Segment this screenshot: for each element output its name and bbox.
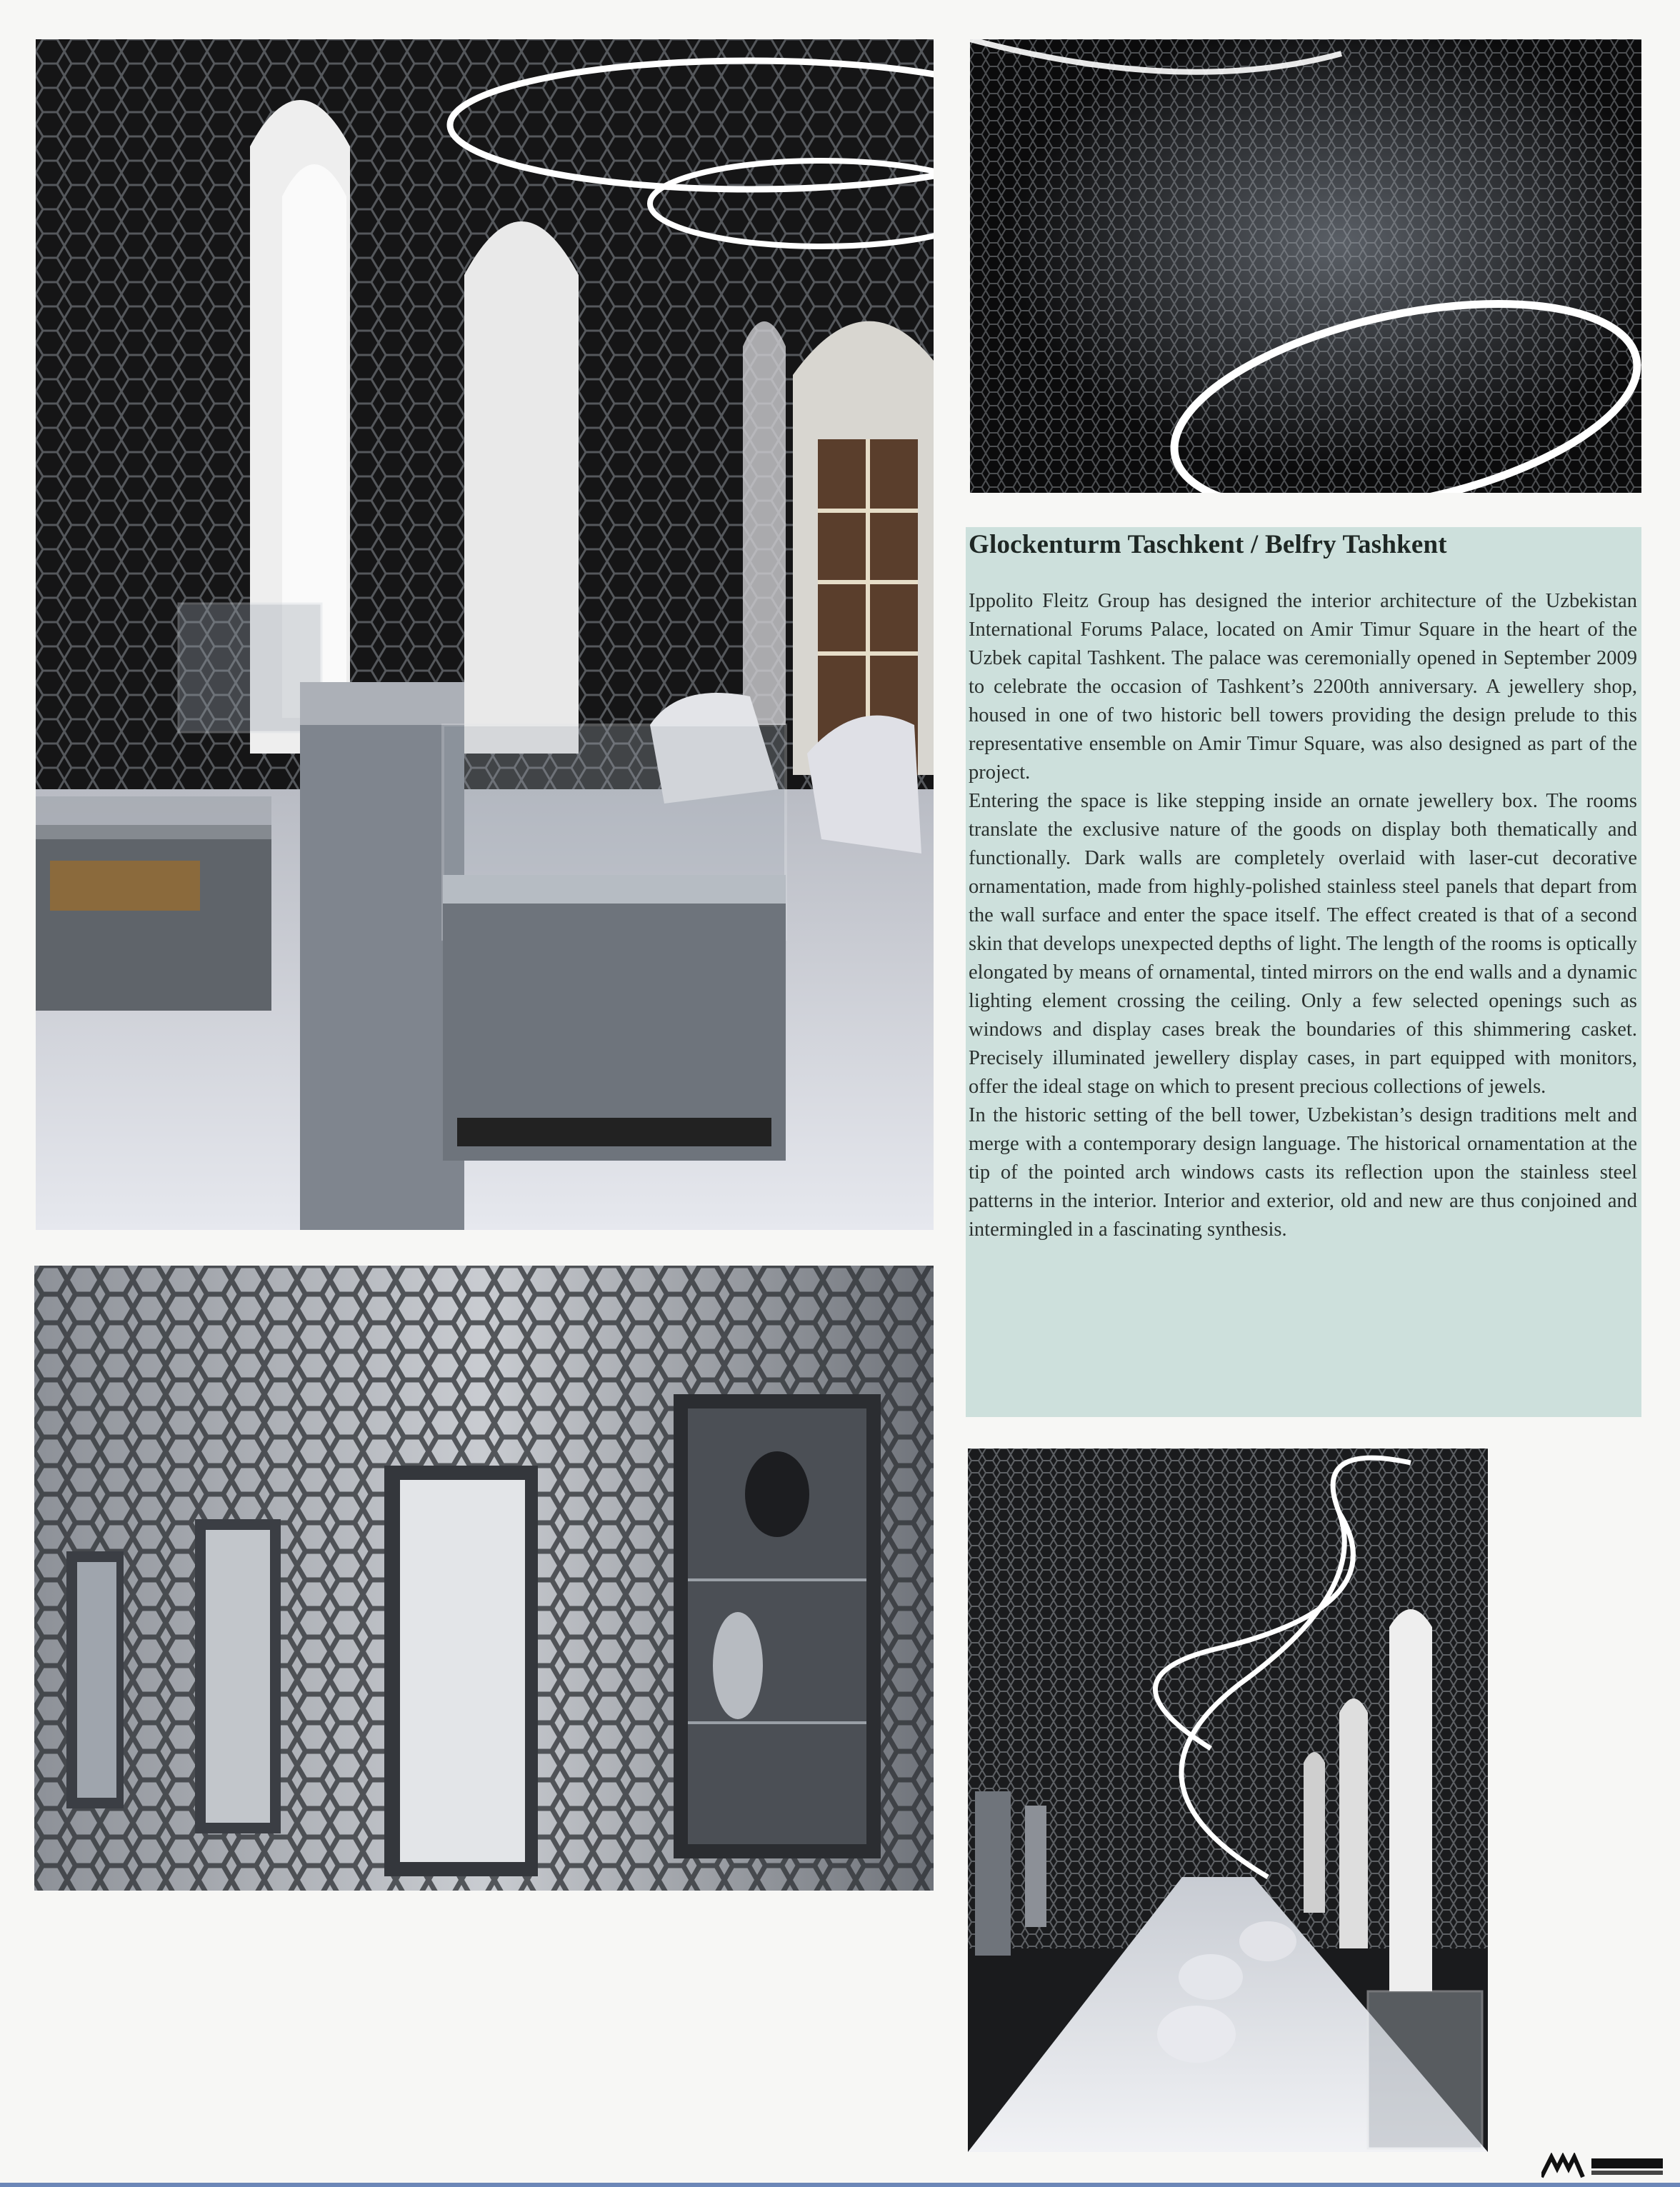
- bottom-rule: [0, 2183, 1680, 2187]
- article-paragraph: In the historic setting of the bell tower, Uzbekistan’s design traditions melt and merge with a contemporary design language. The historical ornamentation at the tip of the pointed arch windows casts its reflection upon the stainless steel patterns in the interior. Interior and exterior, old and new are thus conjoined and intermingled in a fascinating synthesis.: [969, 1104, 1637, 1241]
- article-body: [969, 587, 1637, 1244]
- article-paragraph: Ippolito Fleitz Group has designed the interior architecture of the Uzbekistan International Forums Palace, located on Amir Timur Square in the heart of the Uzbek capital Tashkent. The palace was ceremonially opened in September 2009 to celebrate the occasion of Tashkent’s 2200th anniversary. A jewellery shop, housed in one of two historic bell towers providing the design prelude to this representative ensemble on Amir Timur Square, was also designed as part of the project.: [969, 590, 1637, 784]
- article-paragraph: Entering the space is like stepping inside an ornate jewellery box. The rooms translate the exclusive nature of the goods on display both thematically and functionally. Dark walls are completely overlaid with laser-cut decorative ornamentation, made from highly-polished stainless steel panels that depart from the wall surface and enter the space itself. The effect created is that of a second skin that develops unexpected depths of light. The length of the rooms is optically elongated by means of ornamental, tinted mirrors on the end walls and a dynamic lighting element crossing the ceiling. Only a few selected openings such as windows and display cases break the boundaries of this shimmering casket. Precisely illuminated jewellery display cases, in part equipped with monitors, offer the ideal stage on which to present precious collections of jewels.: [969, 790, 1637, 1098]
- photo-shop-interior: [36, 39, 934, 1230]
- article-panel: [966, 527, 1641, 1417]
- photo-ceiling-light-ring: [970, 39, 1641, 493]
- publisher-logo: [1541, 2153, 1670, 2178]
- article-title: Glockenturm Taschkent / Belfry Tashkent: [969, 530, 1447, 559]
- photo-ornamental-wall: [34, 1266, 934, 1891]
- photo-corridor: [968, 1448, 1488, 2152]
